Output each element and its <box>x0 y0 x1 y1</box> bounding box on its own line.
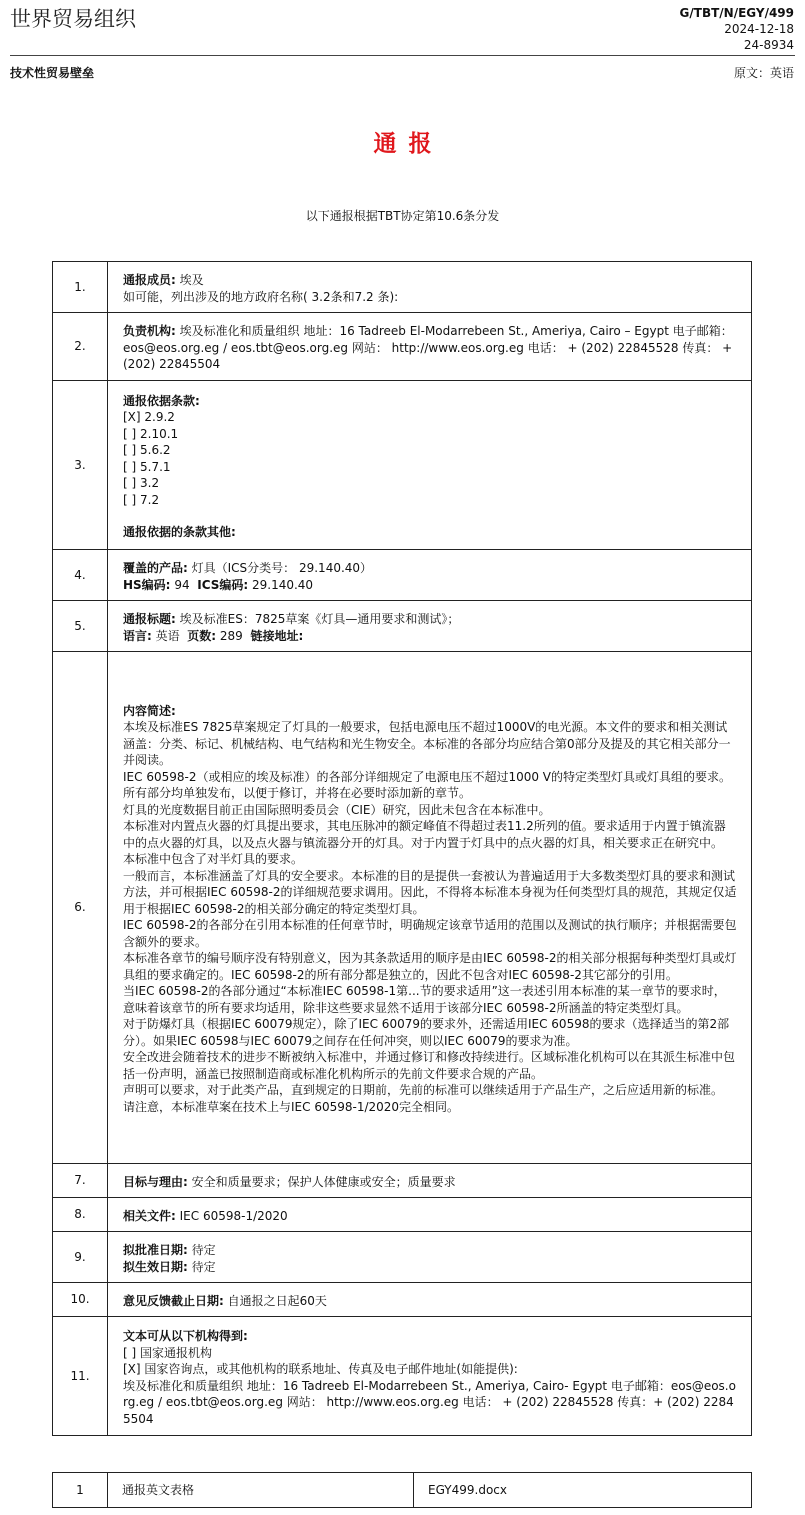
paragraph: IEC 60598-2（或相应的埃及标准）的各部分详细规定了电源电压不超过1000 V的特定类型灯具或灯具组的要求。所有部分均单独发布，以便于修订，并将在必要时添加新的章节。 <box>123 769 732 801</box>
field-label: 通报成员: <box>123 273 176 287</box>
attachment-title: 通报英文表格 <box>108 1473 414 1508</box>
row-content <box>108 1317 752 1436</box>
row-number: 1. <box>53 262 108 313</box>
field-label: 相关文件: <box>123 1208 176 1223</box>
list-item: [ ] 2.10.1 <box>123 426 179 441</box>
table-row <box>53 1232 752 1283</box>
notification-table <box>52 261 752 1436</box>
field-value: 289 <box>216 628 243 643</box>
row-number: 8. <box>53 1198 108 1232</box>
paragraph: 灯具的光度数据目前正由国际照明委员会（CIE）研究，因此未包含在本标准中。 <box>123 802 551 817</box>
field-note: 如可能，列出涉及的地方政府名称( 3.2条和7.2 条): <box>123 289 399 304</box>
table-row <box>53 652 752 1164</box>
list-item: [ ] 5.7.1 <box>123 459 171 474</box>
table-row <box>53 550 752 601</box>
field-label: 目标与理由: <box>123 1174 188 1189</box>
intro-text: 以下通报根据TBT协定第10.6条分发 <box>305 209 500 223</box>
row-number: 2. <box>53 313 108 381</box>
row-number: 3. <box>53 381 108 550</box>
field-label: 链接地址: <box>250 628 304 643</box>
field-value: 待定 <box>187 1259 216 1274</box>
field-value: 灯具（ICS分类号： 29.140.40） <box>187 561 373 575</box>
paragraph: 本标准中包含了对半灯具的要求。 <box>123 852 304 867</box>
row-number: 11. <box>53 1317 108 1436</box>
table-row <box>53 601 752 652</box>
row-number: 5. <box>53 601 108 652</box>
row-number: 7. <box>53 1164 108 1198</box>
field-value: 94 <box>170 577 190 592</box>
row-content <box>108 550 752 601</box>
row-content <box>108 1232 752 1283</box>
table-row <box>53 1317 752 1436</box>
field-label: 拟生效日期: <box>123 1259 188 1274</box>
field-value: 英语 <box>151 628 180 643</box>
list-item: [ ] 国家通报机构 <box>123 1345 212 1360</box>
field-value: 待定 <box>187 1243 216 1257</box>
paragraph: 声明可以要求，对于此类产品，直到规定的日期前，先前的标准可以继续适用于产品生产，之后应适用新的标准。 <box>123 1083 724 1098</box>
paragraph: 一般而言，本标准涵盖了灯具的安全要求。本标准的目的是提供一套被认为普遍适用于大多数类型灯具的要求和测试方法，并可根据IEC 60598-2的详细规范要求调用。因此，不得将本标准本身视为任何类型灯具的规范，其规定仅适用于根据IEC 60598-2的相关部分确定的特定类型灯具。 <box>123 868 737 916</box>
field-label: 文本可从以下机构得到: <box>123 1329 248 1343</box>
page-title: 通报 <box>373 131 444 157</box>
row-content <box>108 1198 752 1232</box>
paragraph: 安全改进会随着技术的进步不断被纳入标准中，并通过修订和修改持续进行。区域标准化机构可以在其派生标准中包括一份声明，涵盖已按照制造商或标准化机构所示的先前文件要求合规的产品。 <box>123 1050 736 1081</box>
field-label: HS编码: <box>123 577 171 592</box>
list-item: [ ] 5.6.2 <box>123 443 171 457</box>
row-content <box>108 381 752 550</box>
table-row <box>53 1164 752 1198</box>
field-label: 意见反馈截止日期: <box>123 1293 224 1308</box>
field-label: 语言: <box>123 628 152 643</box>
attachment-file-link[interactable]: EGY499.docx <box>414 1473 752 1508</box>
row-content <box>108 652 752 1164</box>
field-label: 通报标题: <box>123 612 176 626</box>
field-label: 负责机构: <box>123 324 176 339</box>
document-meta <box>680 5 794 53</box>
field-value: 自通报之日起60天 <box>223 1293 327 1308</box>
header-divider <box>10 55 795 56</box>
field-value: 29.140.40 <box>248 577 314 592</box>
document-symbol: G/TBT/N/EGY/499 <box>679 6 794 20</box>
field-value: 埃及 <box>175 273 204 287</box>
field-label: 通报依据的条款其他: <box>123 525 236 539</box>
paragraph: 对于防爆灯具（根据IEC 60079规定），除了IEC 60079的要求外，还需适用IEC 60598的要求（选择适当的第2部分）。如果IEC 60598与IEC 60079之间存在任何冲突，则以IEC 60079的要求为准。 <box>123 1017 730 1048</box>
row-content <box>108 601 752 652</box>
row-content <box>108 262 752 313</box>
paragraph: 本标准对内置点火器的灯具提出要求，其电压脉冲的额定峰值不得超过表11.2所列的值。要求适用于内置于镇流器中的点火器的灯具，以及点火器与镇流器分开的灯具。对于内置于灯具中的点火器的灯具，相关要求正在研究中。 <box>123 819 726 850</box>
list-item: [X] 2.9.2 <box>123 410 175 424</box>
paragraph: 当IEC 60598-2的各部分通过“本标准IEC 60598-1第...节的要求适用”这一表述引用本标准的某一章节的要求时，意味着该章节的所有要求均适用，除非这些要求显然不适用于该部分IEC 60598-2所涵盖的特定类型灯具。 <box>123 984 726 1015</box>
document-date: 2024-12-18 <box>724 22 794 36</box>
field-value: 安全和质量要求；保护人体健康或安全；质量要求 <box>187 1174 456 1189</box>
field-label: 覆盖的产品: <box>123 561 188 575</box>
table-row <box>53 1198 752 1232</box>
paragraph: 本埃及标准ES 7825草案规定了灯具的一般要求，包括电源电压不超过1000V的电光源。本文件的要求和相关测试涵盖：分类、标记、机械结构、电气结构和光生物安全。本标准的各部分均应结合第0部分及提及的其它相关部分一并阅读。 <box>123 720 731 768</box>
list-item: [ ] 7.2 <box>123 492 160 507</box>
attachment-number: 1 <box>53 1473 108 1508</box>
document-number: 24-8934 <box>743 38 794 52</box>
field-label: 页数: <box>187 628 217 643</box>
original-language: 原文：英语 <box>733 66 794 80</box>
field-value: IEC 60598-1/2020 <box>175 1208 288 1223</box>
row-number: 6. <box>53 652 108 1164</box>
row-content <box>108 313 752 381</box>
attachments-table <box>52 1472 752 1508</box>
row-content <box>108 1164 752 1198</box>
row-number: 9. <box>53 1232 108 1283</box>
table-row <box>53 262 752 313</box>
field-label: 通报依据条款: <box>123 393 200 408</box>
list-item: [ ] 3.2 <box>123 476 160 490</box>
field-value: 埃及标准化和质量组织 地址：16 Tadreeb El-Modarrebeen St., Ameriya, Cairo – Egypt 电子邮箱：eos@eos.org.eg / eos.tbt@eos.org.eg 网站： http://www.eos.org.eg 电话： + (202) 22845528 传真： + (202) 22845504 <box>123 324 733 372</box>
row-content <box>108 1283 752 1317</box>
table-row <box>53 313 752 381</box>
field-label: ICS编码: <box>197 577 249 592</box>
paragraph: 本标准各章节的编号顺序没有特别意义，因为其条款适用的顺序是由IEC 60598-2的相关部分根据每种类型灯具或灯具组的要求确定的。IEC 60598-2的所有部分都是独立的，因此不包含对IEC 60598-2其它部分的引用。 <box>123 951 737 982</box>
field-label: 拟批准日期: <box>123 1243 188 1257</box>
org-name: 世界贸易组织 <box>10 7 136 31</box>
paragraph: IEC 60598-2的各部分在引用本标准的任何章节时，明确规定该章节适用的范围以及测试的执行顺序；并根据需要包含额外的要求。 <box>123 918 737 949</box>
field-value: 埃及标准ES：7825草案《灯具—通用要求和测试》； <box>175 612 460 626</box>
committee-name: 技术性贸易壁垒 <box>10 66 95 80</box>
row-number: 4. <box>53 550 108 601</box>
contact-details: 埃及标准化和质量组织 地址：16 Tadreeb El-Modarrebeen St., Ameriya, Cairo- Egypt 电子邮箱：eos@eos.org.eg / eos.tbt@eos.org.eg 网站： http://www.eos.org.eg 电话： + (202) 22845528 传真：+ (202) 22845504 <box>123 1378 736 1426</box>
table-row <box>53 1283 752 1317</box>
table-row <box>53 1473 752 1508</box>
field-label: 内容简述: <box>123 703 176 718</box>
paragraph: 请注意，本标准草案在技术上与IEC 60598-1/2020完全相同。 <box>123 1099 460 1114</box>
list-item: [X] 国家咨询点，或其他机构的联系地址、传真及电子邮件地址(如能提供): <box>123 1362 518 1376</box>
row-number: 10. <box>53 1283 108 1317</box>
table-row <box>53 381 752 550</box>
